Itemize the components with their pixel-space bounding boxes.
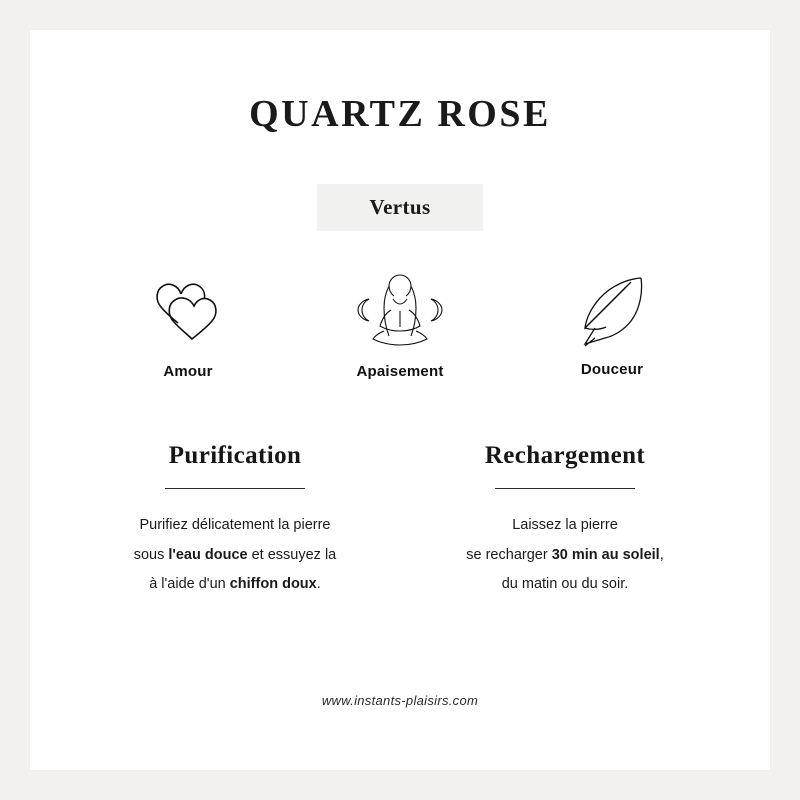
virtue-label: Amour — [163, 363, 213, 380]
website-footer: www.instants-plaisirs.com — [321, 693, 479, 708]
divider — [495, 488, 635, 489]
meditating-woman-moons-icon — [345, 265, 455, 357]
feather-icon — [569, 265, 655, 357]
virtue-label: Apaisement — [356, 363, 444, 380]
virtue-item-apaisement — [294, 265, 506, 380]
divider — [165, 488, 305, 489]
info-card — [30, 30, 770, 770]
virtue-item-amour — [82, 265, 294, 380]
virtues-row — [30, 265, 770, 380]
virtue-item-douceur — [506, 265, 718, 378]
care-column-rechargement — [400, 442, 730, 600]
section-badge-row — [30, 184, 770, 231]
care-heading: Rechargement — [484, 442, 646, 469]
care-text-rechargement: Laissez la pierre se recharger 30 min au soleil, du matin ou du soir. — [466, 517, 664, 593]
page-title: QUARTZ ROSE — [249, 93, 551, 135]
vertus-badge: Vertus — [317, 184, 482, 231]
care-text-purification: Purifiez délicatement la pierre sous l'eau douce et essuyez la à l'aide d'un chiffon doux. — [133, 517, 337, 593]
care-instructions-row — [30, 442, 770, 600]
care-heading: Purification — [168, 442, 302, 469]
virtue-label: Douceur — [580, 361, 644, 378]
two-hearts-icon — [145, 265, 231, 357]
care-column-purification — [70, 442, 400, 600]
